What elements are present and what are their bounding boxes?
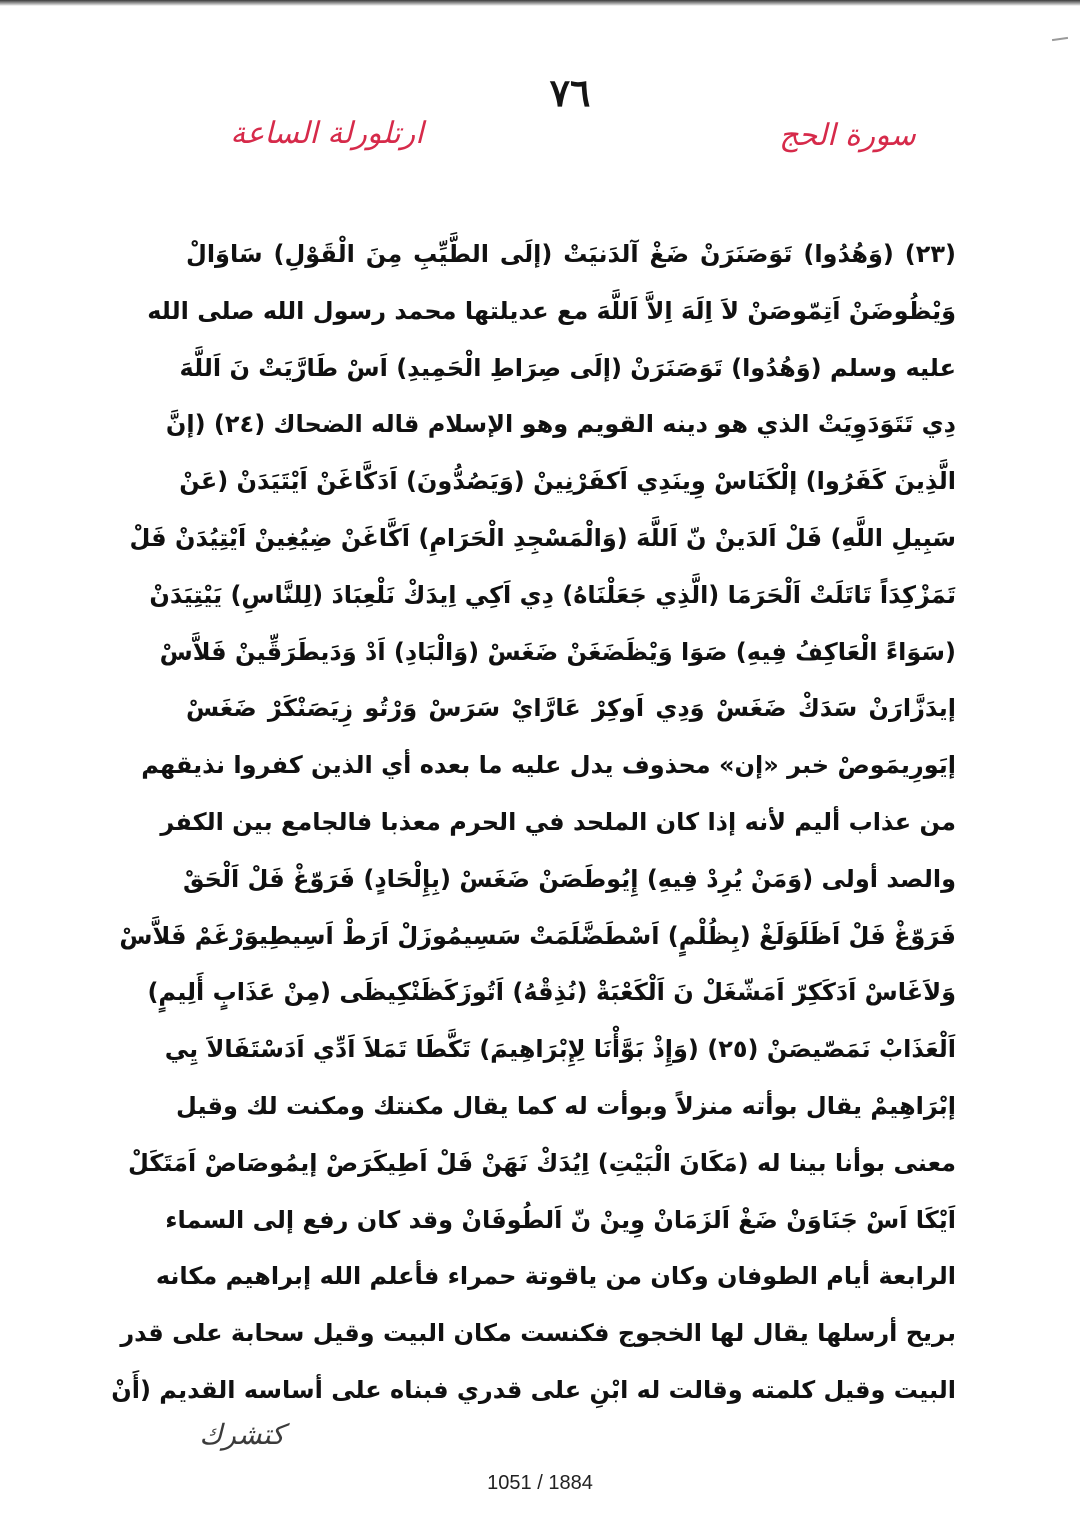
text-line: (سَوَاءً الْعَاكِفُ فِيهِ) صَوَا وَيْظَضَغَنْ ضَغَسْ (وَالْبَادِ) اَدْ وَدَيطَرَقِّينْ فَلاَّسْ — [159, 637, 956, 666]
text-line: إبْرَاهِيمْ يقال بوأته منزلاً وبوأت له كما يقال مكنتك ومكنت لك وقيل — [176, 1091, 956, 1120]
handwritten-surah-title: سورة الحج — [779, 118, 916, 153]
text-line: الَّذِينَ كَفَرُوا) إلْكَنَاسْ وِينَدِي اَكفَرْنِينْ (وَيَصُدُّونَ) اَدَكَّاغَنْ اَيْتَيَدَنْ (عَنْ — [179, 467, 956, 496]
text-line: معنى بوأنا بينا له (مَكَانَ الْبَيْتِ) اِيُدَكْ نَهَنْ فَلْ اَطِيكَرَصْ إيمُوصَاصْ اَمَتَكَلْ — [128, 1148, 956, 1177]
handwritten-margin-note: ارتلورلة الساعة — [230, 116, 424, 151]
text-line: اَلْعَذَابْ نَمَصّيصَنْ (٢٥) (وَإِذْ بَوَّأْنَا لِإِبْرَاهِيمَ) تَكَّطَا تَمَلاَ اَدِّي اَدَسْتَفَالاَ يِي — [164, 1035, 956, 1064]
text-line: سَبِيلِ اللَّهِ) فَلْ اَلدَينْ نّ اَللَّهَ (وَالْمَسْجِدِ الْحَرَامِ) اَكَّاغَنْ ضِيُغِينْ اَيْتِيُدَنْ فَلْ — [129, 523, 956, 552]
main-text-body — [111, 226, 956, 1419]
text-line: وَيْظُوضَنْ اَتِمّوصَنْ لاَ اِلَهَ اِلاَّ اَللَّهَ مع عديلتها محمد رسول الله صلى الله — [147, 296, 956, 325]
text-line: وَلاَغَاسْ اَدَكَكِرّ اَمَشّغَلْ نَ اَلْكَعْبَةْ (نُذِقْهُ) اَتُوزَكَظَنْكِيظَى (مِنْ عَذَابٍ أَلِيمٍ) — [147, 978, 956, 1007]
text-line: فَرَوّغْ فَلْ اَظَلَوَلَغْ (بِظُلْمٍ) اَسْطَضَّلَمَتْ سَسِيمُوزَلْ اَرَطْ اَسِيطِيوَرْغَمْ فَلاَّسْ — [119, 921, 956, 950]
text-line: اَيْكَا اَسْ جَنَاوَنْ ضَغْ اَلزَمَانْ وِينْ نّ اَلطُوفَانْ وقد كان رفع إلى السماء — [165, 1205, 956, 1234]
text-line: (٢٣) (وَهُدُوا) تَوَصَنَرَنْ ضَغْ آلدَنيَتْ (إلَى الطَّيِّبِ مِنَ الْقَوْلِ) سَاوَالْ — [186, 240, 956, 268]
text-line: البيت وقيل كلمته وقالت له ابْنِ على قدري فبناه على أساسه القديم (أَنْ — [111, 1375, 956, 1404]
text-line: الرابعة أيام الطوفان وكان من ياقوتة حمراء فأعلم الله إبراهيم مكانه — [155, 1262, 956, 1291]
text-line: بريح أرسلها يقال لها الخجوج فكنست مكان البيت وقيل سحابة على قدر — [120, 1319, 956, 1348]
text-line: دِي تَتَوَدَوِيَتْ الذي هو دينه القويم وهو الإسلام قاله الضحاك (٢٤) (إنَّ — [165, 410, 956, 439]
corner-mark — [1052, 37, 1068, 41]
text-line: إيدَزَّارَنْ سَدَكْ ضَغَسْ وَدِي اَوكِرْ عَارَّايْ سَرَسْ وَرْتُو زِيَصَنْكَرْ ضَغَسْ — [186, 694, 956, 723]
page-counter: 1051 / 1884 — [487, 1472, 593, 1494]
text-line: إيَورِيمَوصْ خبر «إن» محذوف يدل عليه ما بعده أي الذين كفروا نذيقهم — [141, 751, 956, 780]
text-line: من عذاب أليم لأنه إذا كان الملحد في الحرم معذبا فالجامع بين الكفر — [160, 807, 956, 836]
handwritten-signature: كتشرك — [199, 1418, 285, 1451]
text-line: والصد أولى (وَمَنْ يُرِدْ فِيهِ) إِيُوطَصَنْ ضَغَسْ (بِإِلْحَادٍ) فَرَوّغْ فَلْ اَلْحَقْ — [183, 864, 956, 893]
page-number: ٧٦ — [549, 70, 591, 115]
top-border-rule — [0, 0, 1080, 6]
text-line: تَمَزْكِدَاً تَاتَلَتْ اَلْحَرَمَا (الَّذِي جَعَلْنَاهُ) دِي اَكِي اِيدَكْ نَلْعِبَادَ (لِلنَّاسِ) يَيْتِيَدَنْ — [149, 580, 956, 609]
text-line: عليه وسلم (وَهُدُوا) تَوَصَنَرَنْ (إلَى صِرَاطِ الْحَمِيدِ) اَسْ طَارَّيَتْ نَ اَللَّهَ — [179, 353, 956, 382]
